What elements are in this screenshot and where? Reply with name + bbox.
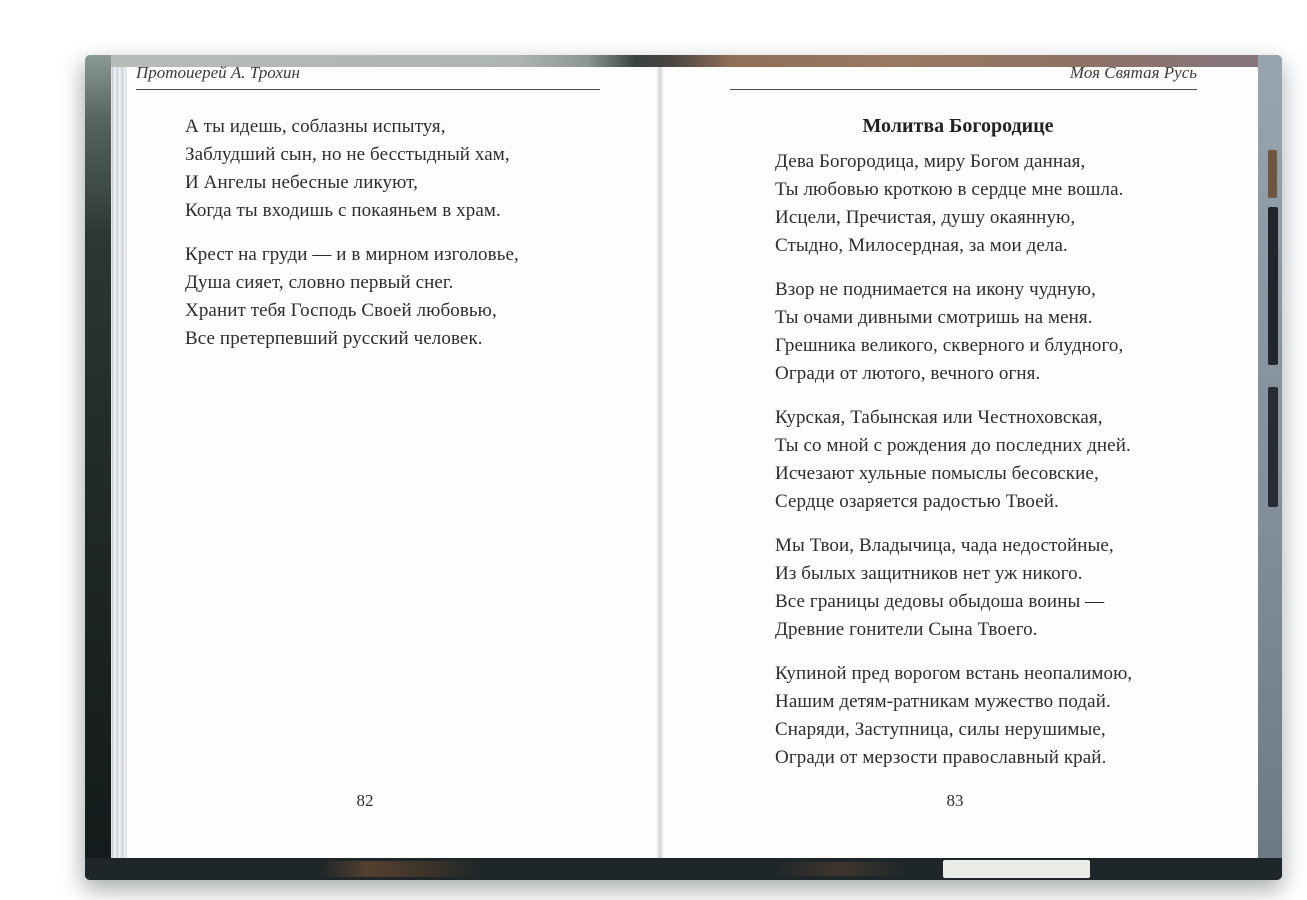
left-page-running-head: Протоиерей А. Трохин <box>136 63 600 90</box>
stanza <box>775 404 1132 516</box>
book-cover-right-edge <box>1258 55 1282 880</box>
poem-line: Душа сияет, словно первый снег. <box>185 272 454 293</box>
poem-line: Ты со мной с рождения до последних дней. <box>775 435 1131 456</box>
poem-line: Огради от лютого, вечного огня. <box>775 363 1041 384</box>
stanza <box>775 532 1132 644</box>
right-page-poem <box>775 148 1132 788</box>
poem-line: Исцели, Пречистая, душу окаянную, <box>775 207 1076 228</box>
cover-edge-brown-patch <box>1268 150 1277 198</box>
stanza <box>775 148 1132 260</box>
poem-line: Ты любовью кроткою в сердце мне вошла. <box>775 179 1124 200</box>
book-cover-bottom-edge <box>85 858 1282 880</box>
stanza <box>185 241 519 353</box>
poem-line: Крест на груди — и в мирном изголовье, <box>185 244 519 265</box>
cover-white-sticker <box>943 860 1090 878</box>
poem-line: И Ангелы небесные ликуют, <box>185 172 418 193</box>
stanza <box>775 660 1132 772</box>
poem-line: Купиной пред ворогом встань неопалимою, <box>775 663 1133 684</box>
stanza <box>185 113 519 225</box>
left-page-number: 82 <box>356 791 374 810</box>
poem-line: Хранит тебя Господь Своей любовью, <box>185 300 497 321</box>
poem-line: Древние гонители Сына Твоего. <box>775 619 1038 640</box>
poem-line: Огради от мерзости православный край. <box>775 747 1107 768</box>
poem-line: Курская, Табынская или Честноховская, <box>775 407 1103 428</box>
cover-edge-dark-patch <box>1268 207 1278 365</box>
book-cover-left-edge <box>85 55 111 880</box>
book-gutter-shadow <box>656 67 664 858</box>
poem-line: Снаряди, Заступница, силы нерушимые, <box>775 719 1106 740</box>
poem-line: Заблудший сын, но не бесстыдный хам, <box>185 144 510 165</box>
poem-line: А ты идешь, соблазны испытуя, <box>185 116 446 137</box>
poem-line: Все претерпевший русский человек. <box>185 328 483 349</box>
left-page-poem <box>185 113 519 369</box>
right-page-number: 83 <box>946 791 964 810</box>
poem-line: Нашим детям-ратникам мужество подай. <box>775 691 1111 712</box>
open-book <box>85 55 1282 880</box>
right-page-running-head: Моя Святая Русь <box>730 63 1197 90</box>
poem-line: Взор не поднимается на икону чудную, <box>775 279 1096 300</box>
poem-line: Когда ты входишь с покаяньем в храм. <box>185 200 501 221</box>
poem-line: Сердце озаряется радостью Твоей. <box>775 491 1059 512</box>
poem-line: Дева Богородица, миру Богом данная, <box>775 151 1086 172</box>
poem-title: Молитва Богородице <box>862 115 1054 137</box>
poem-line: Мы Твои, Владычица, чада недостойные, <box>775 535 1114 556</box>
page-stack-edges <box>111 67 127 858</box>
cover-edge-brown-patch <box>775 862 905 876</box>
poem-line: Исчезают хульные помыслы бесовские, <box>775 463 1099 484</box>
poem-line: Стыдно, Милосердная, за мои дела. <box>775 235 1068 256</box>
cover-edge-dark-patch <box>1268 387 1278 507</box>
poem-line: Из былых защитников нет уж никого. <box>775 563 1083 584</box>
cover-edge-brown-patch <box>320 861 480 877</box>
poem-line: Ты очами дивными смотришь на меня. <box>775 307 1093 328</box>
poem-line: Грешника великого, скверного и блудного, <box>775 335 1124 356</box>
poem-line: Все границы дедовы обыдоша воины — <box>775 591 1105 612</box>
stanza <box>775 276 1132 388</box>
